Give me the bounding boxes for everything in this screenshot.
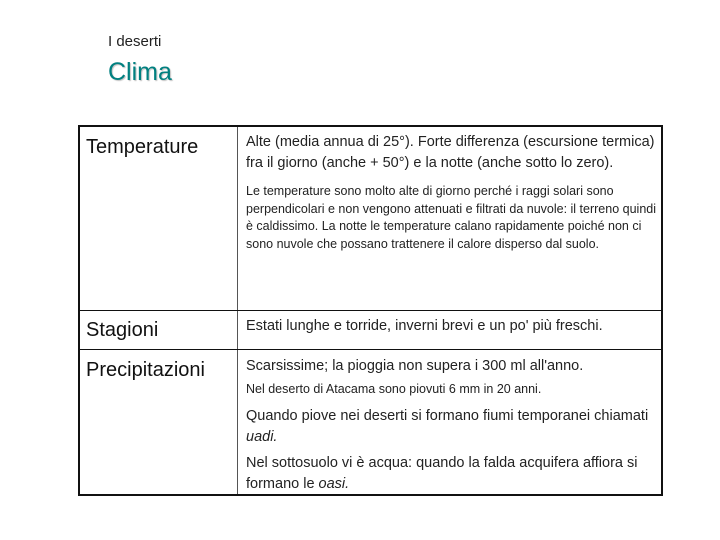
row-content-precipitation bbox=[246, 356, 664, 495]
temporary-rivers-text: Quando piove nei deserti si formano fiumi temporanei chiamati bbox=[246, 407, 649, 424]
row-content-temperature bbox=[246, 132, 664, 253]
temporary-rivers-note bbox=[246, 406, 664, 448]
temperature-summary: Alte (media annua di 25°). Forte differenza (escursione termica) fra il giorno (anche + 50°) e la notte (anche sotto lo zero). bbox=[246, 134, 655, 171]
precipitation-summary: Scarsissime; la pioggia non supera i 300 ml all'anno. bbox=[246, 358, 584, 374]
oasi-term: oasi. bbox=[318, 475, 350, 492]
climate-table bbox=[78, 125, 663, 496]
temperature-explanation: Le temperature sono molto alte di giorno perché i raggi solari sono perpendicolari e non vengono attenuati e filtrati da nuvole: il terreno quindi è caldissimo. La notte le temperature calano rapidamente poiché non ci sono nuvole che possano trattenere il calore disperso dal suolo. bbox=[246, 184, 656, 251]
atacama-note: Nel deserto di Atacama sono piovuti 6 mm in 20 anni. bbox=[246, 382, 542, 396]
groundwater-text: Nel sottosuolo vi è acqua: quando la falda acquifera affiora si formano le bbox=[246, 454, 638, 492]
groundwater-note bbox=[246, 453, 664, 495]
row-label-precipitation: Precipitazioni bbox=[86, 359, 205, 381]
uadi-term: uadi. bbox=[246, 428, 278, 445]
row-divider bbox=[80, 349, 661, 350]
row-content-seasons bbox=[246, 316, 664, 337]
section-kicker: I deserti bbox=[108, 33, 162, 50]
row-divider bbox=[80, 310, 661, 311]
row-label-seasons: Stagioni bbox=[86, 319, 159, 341]
row-label-temperature: Temperature bbox=[86, 136, 199, 158]
page-title: Clima bbox=[108, 58, 172, 86]
seasons-summary: Estati lunghe e torride, inverni brevi e un po' più freschi. bbox=[246, 318, 603, 334]
